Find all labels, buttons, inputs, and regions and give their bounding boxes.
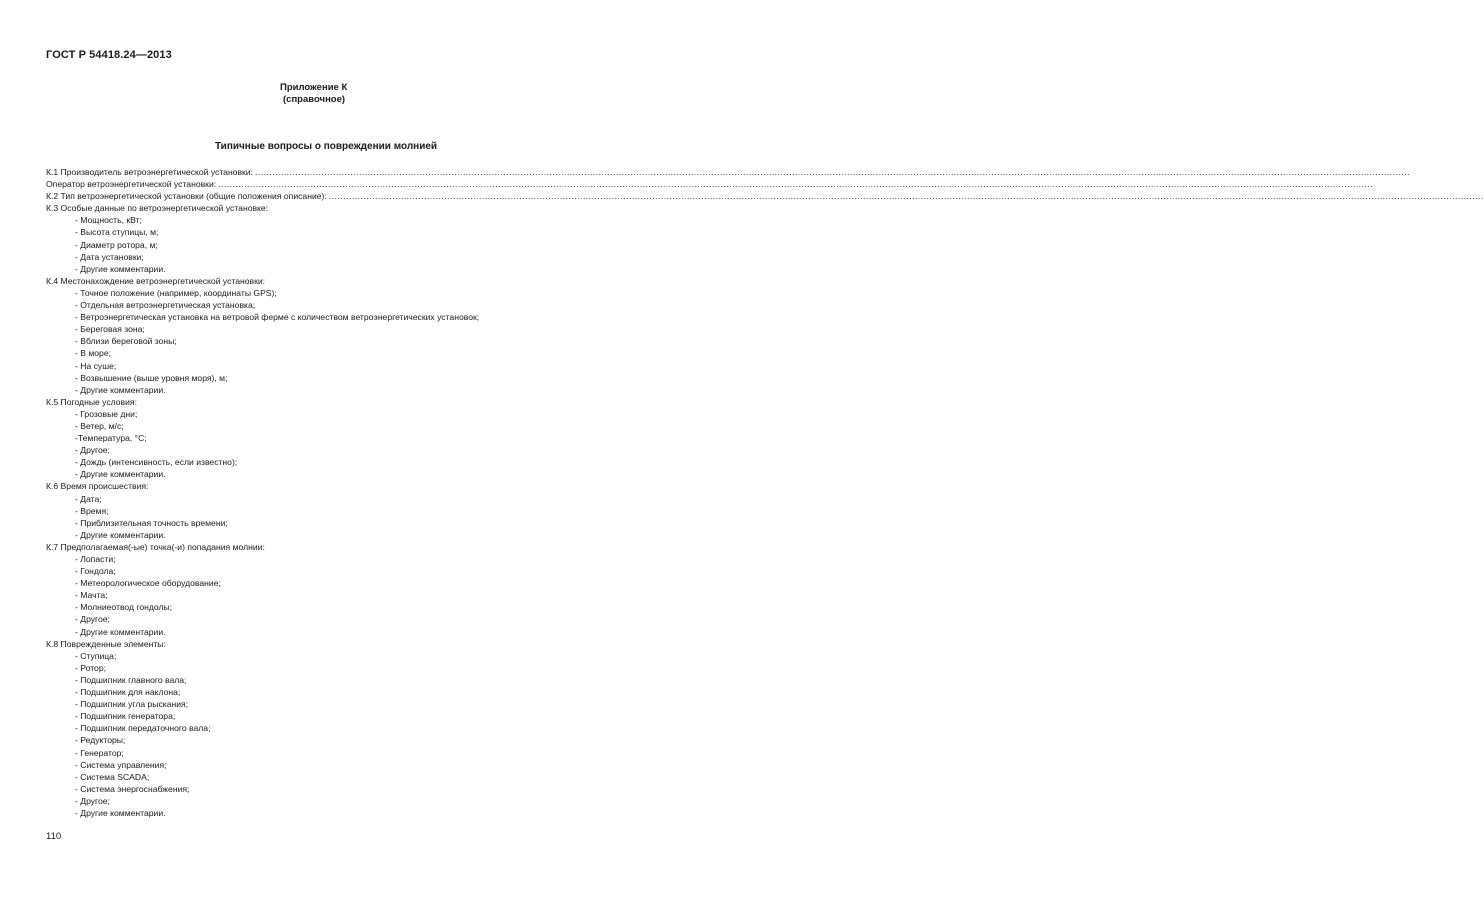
list-item: - Отдельная ветроэнергетическая установка; — [75, 300, 256, 311]
section-heading: К.3 Особые данные по ветроэнергетической установке: — [46, 203, 269, 214]
list-item: - Грозовые дни; — [75, 408, 138, 419]
list-item: - Возвышение (выше уровня моря), м; — [75, 372, 228, 383]
list-item: - Дождь (интенсивность, если известно); — [75, 457, 238, 468]
fill-in-label: К.2 Тип ветроэнергетической установки (общие положения описание): — [46, 191, 327, 202]
list-item: - Дата установки; — [75, 251, 144, 262]
appendix-note: (справочное) — [283, 94, 346, 105]
section-heading: К.4 Местонахождение ветроэнергетической установки: — [46, 275, 266, 286]
list-item: - Система энергоснабжения; — [75, 783, 190, 794]
list-item: - Молниеотвод гондолы; — [75, 602, 173, 613]
list-item: - Приблизительная точность времени; — [75, 517, 228, 528]
list-item: - Время; — [75, 505, 109, 516]
list-item: - Ротор; — [75, 662, 106, 673]
fill-in-label: К.1 Производитель ветроэнергетической установки: — [46, 167, 253, 177]
dotted-leader: ................................................................................................................................................................................................................................................................................................................................................................................................................ — [218, 179, 1374, 190]
list-item: - В море; — [75, 348, 112, 359]
list-item: - Подшипник генератора; — [75, 711, 176, 722]
list-item: - Вблизи береговой зоны; — [75, 336, 177, 347]
list-item: - Высота ступицы, м; — [75, 227, 159, 238]
list-item: - Мощность, кВт; — [75, 215, 142, 226]
section-heading: К.7 Предполагаемая(-ые) точка(-и) попадания молнии: — [46, 541, 265, 552]
list-item: - Система SCADA; — [75, 771, 150, 782]
page-number: 110 — [46, 831, 62, 842]
list-item: - Подшипник главного вала; — [75, 674, 187, 685]
list-item: -Температура, °С; — [75, 433, 147, 444]
fill-in-label: Оператор ветроэнергетической установки: — [46, 179, 217, 190]
list-item: - Диаметр ротора, м; — [75, 239, 158, 250]
section-heading: К.5 Погодные условия: — [46, 396, 137, 407]
list-item: - Система управления; — [75, 759, 167, 770]
list-item: - Метеорологическое оборудование; — [75, 578, 221, 589]
fill-in-line — [46, 178, 1374, 190]
list-item: - Гондола; — [75, 566, 116, 577]
list-item: - Другие комментарии. — [75, 626, 166, 637]
list-item: - Ветер, м/с; — [75, 420, 124, 431]
list-item: - Мачта; — [75, 590, 108, 601]
list-item: - Другие комментарии. — [75, 384, 166, 395]
list-item: - Другое; — [75, 614, 110, 625]
fill-in-line — [46, 190, 1484, 202]
list-item: - Редукторы; — [75, 735, 126, 746]
list-item: - Другие комментарии. — [75, 807, 166, 818]
list-item: - Другие комментарии. — [75, 469, 166, 480]
list-item: - Подшипник для наклона; — [75, 687, 181, 698]
list-item: - Дата; — [75, 493, 102, 504]
list-item: - Другие комментарии. — [75, 529, 166, 540]
fill-in-line — [46, 166, 1411, 178]
dotted-leader: ................................................................................................................................................................................................................................................................................................................................................................................................................ — [328, 191, 1484, 202]
list-item: - Другое; — [75, 445, 110, 456]
dotted-leader: ................................................................................................................................................................................................................................................................................................................................................................................................................ — [254, 167, 1411, 177]
list-item: - Подшипник передаточного вала; — [75, 723, 211, 734]
list-item: - Другое; — [75, 795, 110, 806]
list-item: - Точное положение (например, координаты GPS); — [75, 287, 277, 298]
list-item: - Береговая зона; — [75, 324, 145, 335]
document-code: ГОСТ Р 54418.24—2013 — [46, 49, 172, 61]
section-heading: К.8 Поврежденные элементы: — [46, 638, 166, 649]
list-item: - Ветроэнергетическая установка на ветровой ферме с количеством ветроэнергетических установок; — [75, 312, 480, 323]
document-body — [46, 166, 1484, 819]
list-item: - Подшипник угла рыскания; — [75, 699, 189, 710]
list-item: - Генератор; — [75, 747, 124, 758]
list-item: - На суше; — [75, 360, 117, 371]
list-item: - Лопасти; — [75, 554, 116, 564]
appendix-title: Приложение К — [280, 82, 348, 93]
list-item: - Другие комментарии. — [75, 263, 166, 274]
section-title: Типичные вопросы о повреждении молнией — [214, 141, 438, 152]
section-heading: К.6 Время происшествия: — [46, 481, 149, 492]
list-item: - Ступица; — [75, 650, 117, 661]
